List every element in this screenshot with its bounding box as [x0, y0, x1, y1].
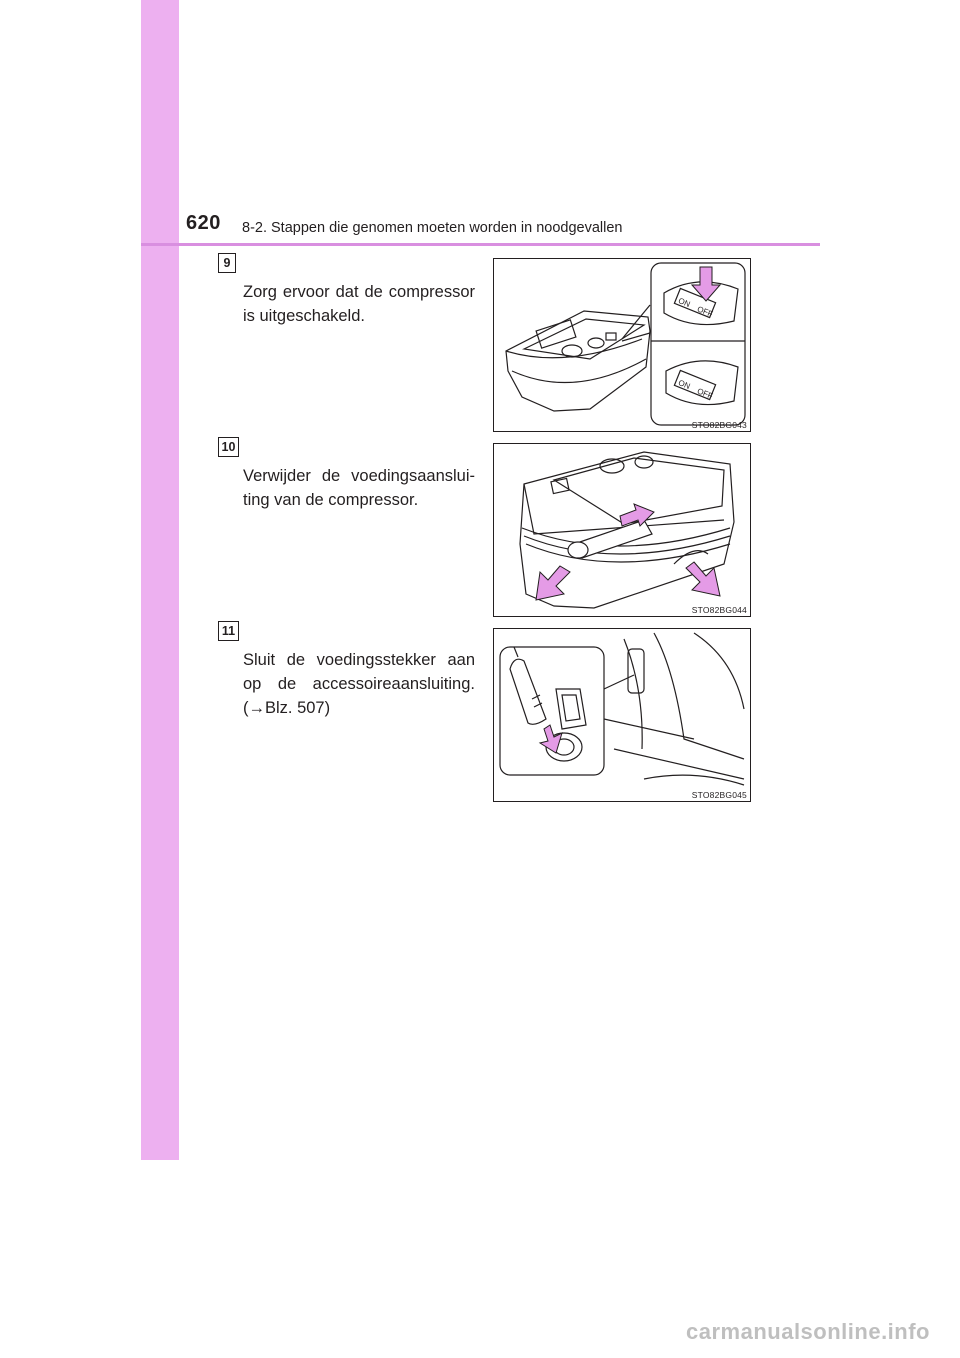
step-9-line-1: Zorg ervoor dat de compressor — [243, 283, 475, 301]
accessory-socket-illustration — [493, 628, 751, 802]
switch-on-label-top: ON — [676, 296, 692, 309]
step-11-text — [243, 648, 475, 720]
step-11-line-2: op de accessoireaansluiting. — [243, 675, 475, 693]
step-10-line-1: Verwijder de voedingsaanslui- — [243, 467, 475, 485]
header-divider — [141, 243, 820, 246]
switch-off-label-bottom: OFF — [695, 386, 715, 401]
step-number-11: 11 — [218, 621, 239, 641]
image-code: STO82BG044 — [691, 605, 747, 615]
section-title: 8-2. Stappen die genomen moeten worden in noodgevallen — [242, 220, 623, 236]
switch-off-label-top: OFF — [695, 304, 715, 319]
image-code: STO82BG045 — [691, 790, 747, 800]
watermark: carmanualsonline.info — [686, 1319, 930, 1344]
unplug-compressor-illustration — [493, 443, 751, 617]
image-code: STO82BG043 — [691, 420, 747, 430]
step-number-10: 10 — [218, 437, 239, 457]
step-number-9: 9 — [218, 253, 236, 273]
section-side-tab — [141, 0, 179, 1160]
page-number: 620 — [186, 212, 221, 234]
step-11-line-1: Sluit de voedingsstekker aan — [243, 651, 475, 669]
step-11-line-3: (→Blz. 507) — [243, 699, 331, 717]
step-10-text — [243, 464, 475, 512]
step-10-line-2: ting van de compressor. — [243, 491, 419, 509]
step-9-text — [243, 280, 475, 328]
switch-on-label-bottom: ON — [676, 378, 692, 391]
unplug-drawing — [494, 444, 750, 616]
compressor-switch-illustration — [493, 258, 751, 432]
plug-in-drawing — [494, 629, 750, 801]
step-9-line-2: is uitgeschakeld. — [243, 307, 365, 325]
compressor-off-drawing — [494, 259, 750, 431]
